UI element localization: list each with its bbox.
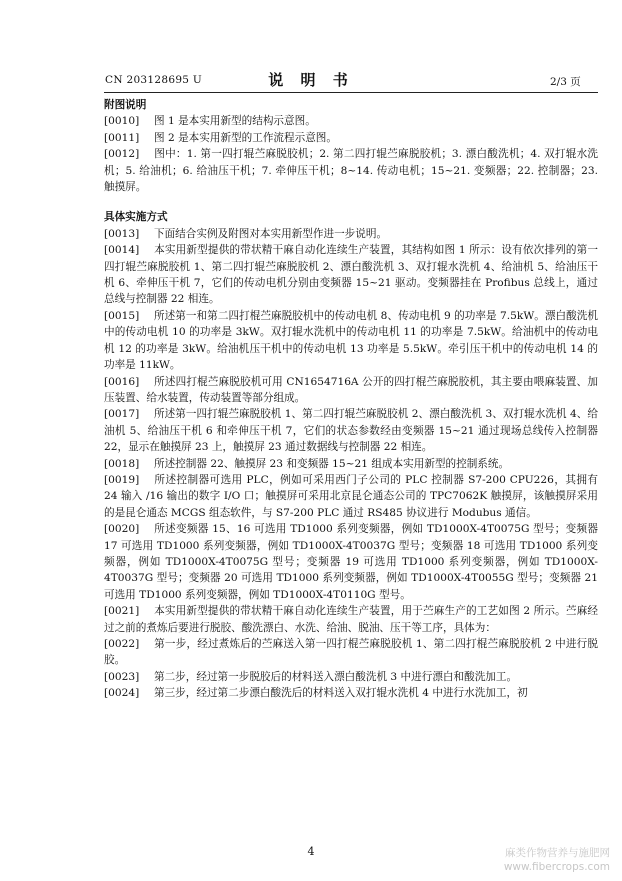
- paragraph: [104, 472, 598, 521]
- paragraph-id: [0012]: [104, 148, 140, 161]
- paragraph-text: 第二步，经过第一步脱胶后的材料送入漂白酸洗机 3 中进行漂白和酸洗加工。: [154, 670, 518, 683]
- paragraph: [104, 308, 598, 374]
- paragraph-text: 所述控制器可选用 PLC，例如可采用西门子公司的 PLC 控制器 S7-200 CPU226，其拥有 24 输入 /16 输出的数字 I/O 口；触摸屏可采用北京昆仑通态公司的 TPC7062K 触摸屏，该触摸屏采用的是昆仑通态 MCGS 组态软件，与 S7-200 PLC 通过 RS485 协议进行 Modubus 通信。: [104, 473, 598, 519]
- section-spacer: [104, 195, 598, 209]
- page-number: 4: [307, 845, 315, 858]
- watermark-url: www.fibercrops.com: [503, 861, 610, 873]
- paragraph: [104, 226, 598, 242]
- paragraph: [104, 406, 598, 455]
- page-indicator: 2/3 页: [550, 76, 581, 88]
- paragraph-text: 所述第一四打辊苎麻脱胶机 1、第二四打辊苎麻脱胶机 2、漂白酸洗机 3、双打辊水洗机 4、给油机 5、给油压干机 6 和牵伸压干机 7，它们的状态参数经由变频器 15~21 通过现场总线传入控制器 22，显示在触摸屏 23 上，触摸屏 23 通过数据线与控制器 22 相连。: [104, 408, 598, 454]
- paragraph: [104, 636, 598, 669]
- paragraph: [104, 242, 598, 308]
- paragraph-id: [0021]: [104, 605, 140, 618]
- paragraph: [104, 685, 598, 701]
- paragraph-id: [0017]: [104, 408, 140, 421]
- paragraph-id: [0010]: [104, 115, 140, 128]
- paragraph-text: 所述四打棍苎麻脱胶机可用 CN1654716A 公开的四打棍苎麻脱胶机，其主要由喂麻装置、加压装置、给水装置，传动装置等部分组成。: [104, 375, 598, 404]
- paragraph-id: [0011]: [104, 131, 140, 144]
- paragraph-id: [0019]: [104, 473, 140, 486]
- paragraph-text: 第三步，经过第二步漂白酸洗后的材料送入双打辊水洗机 4 中进行水洗加工，初: [154, 687, 528, 700]
- section-embodiment: [104, 209, 598, 701]
- paragraph-id: [0024]: [104, 687, 140, 700]
- paragraph: [104, 603, 598, 636]
- paragraph-text: 图 2 是本实用新型的工作流程示意图。: [154, 131, 337, 144]
- paragraph-text: 第一步，经过煮炼后的苎麻送入第一四打棍苎麻脱胶机 1、第二四打棍苎麻脱胶机 2 中进行脱胶。: [104, 638, 598, 667]
- paragraph-text: 所述变频器 15、16 可选用 TD1000 系列变频器，例如 TD1000X-4T0075G 型号；变频器 17 可选用 TD1000 系列变频器，例如 TD1000X-4T0037G 型号；变频器 18 可选用 TD1000 系列变频器，例如 TD1000X-4T0075G 型号；变频器 19 可选用 TD1000 系列变频器，例如 TD1000X-4T0037G 型号；变频器 20 可选用 TD1000 系列变频器，例如 TD1000X-4T0055G 型号；变频器 21 可选用 TD1000 系列变频器，例如 TD1000X-4T0110G 型号。: [104, 523, 598, 601]
- paragraph-id: [0018]: [104, 457, 140, 470]
- section-heading: 具体实施方式: [104, 211, 168, 224]
- paragraph: [104, 456, 598, 472]
- patent-number: CN 203128695 U: [105, 74, 203, 86]
- paragraph-text: 本实用新型提供的带状精干麻自动化连续生产装置，用于苎麻生产的工艺如图 2 所示。苎麻经过之前的煮炼后要进行脱胶、酸洗漂白、水洗、给油、脱油、压干等工序，具体为：: [104, 605, 598, 634]
- paragraph-text: 所述第一和第二四打棍苎麻脱胶机中的传动电机 8、传动电机 9 的功率是 7.5kW。漂白酸洗机中的传动电机 10 的功率是 3kW。双打辊水洗机中的传动电机 11 的功率是 7.5kW。给油机中的传动电机 12 的功率是 3kW。给油机压干机中的传动电机 13 功率是 5.5kW。牵引压干机中的传动电机 14 的功率是 11kW。: [104, 309, 598, 372]
- header-divider: [104, 92, 598, 93]
- paragraph: [104, 669, 598, 685]
- section-heading: 附图说明: [104, 99, 147, 111]
- watermark-title: 麻类作物营养与施肥网: [505, 847, 610, 859]
- paragraph-id: [0016]: [104, 375, 140, 388]
- paragraph-id: [0015]: [104, 309, 140, 322]
- paragraph: [104, 113, 598, 129]
- document-body: [104, 97, 598, 702]
- paragraph-text: 图 1 是本实用新型的结构示意图。: [154, 115, 316, 128]
- paragraph-text: 本实用新型提供的带状精干麻自动化连续生产装置，其结构如图 1 所示：设有依次排列的第一四打辊苎麻脱胶机 1、第二四打辊苎麻脱胶机 2、漂白酸洗机 3、双打辊水洗机 4、给油机 5、给油压干机 6、牵伸压干机 7，它们的传动电机分别由变频器 15~21 驱动。变频器挂在 Profibus 总线上，通过总线与控制器 22 相连。: [104, 244, 598, 306]
- paragraph: [104, 374, 598, 407]
- section-drawings: [104, 97, 598, 195]
- paragraph: [104, 146, 598, 195]
- paragraph-id: [0020]: [104, 523, 140, 536]
- watermark: [470, 846, 610, 874]
- paragraph-text: 图中：1. 第一四打辊苎麻脱胶机；2. 第二四打辊苎麻脱胶机；3. 漂白酸洗机；4. 双打辊水洗机；5. 给油机；6. 给油压干机；7. 牵伸压干机；8~14. 传动电机；15~21. 变频器；22. 控制器；23. 触摸屏。: [104, 148, 598, 194]
- paragraph-text: 所述控制器 22、触摸屏 23 和变频器 15~21 组成本实用新型的控制系统。: [154, 457, 510, 470]
- paragraph-id: [0022]: [104, 638, 140, 650]
- paragraph-id: [0013]: [104, 227, 140, 240]
- paragraph-id: [0023]: [104, 670, 140, 683]
- paragraph-text: 下面结合实例及附图对本实用新型作进一步说明。: [154, 227, 388, 240]
- paragraph: [104, 130, 598, 146]
- document-title: 说 明 书: [268, 71, 354, 89]
- paragraph-id: [0014]: [104, 244, 140, 257]
- paragraph: [104, 521, 598, 603]
